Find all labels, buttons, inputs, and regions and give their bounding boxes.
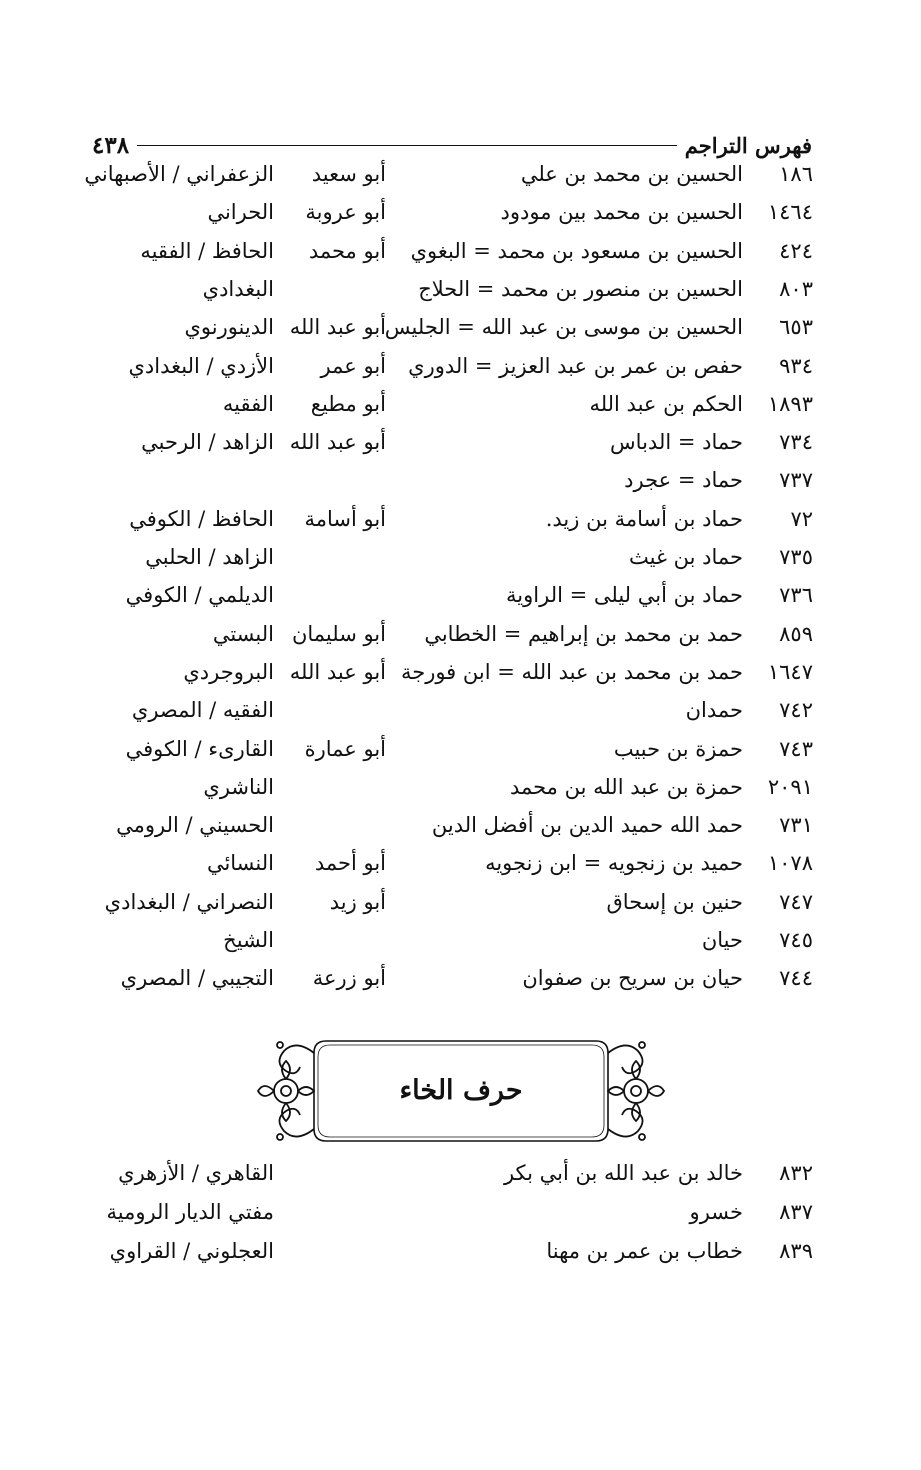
index-entry	[0, 500, 921, 538]
index-entry	[0, 883, 921, 921]
entry-kunya: أبو عبد الله	[289, 315, 386, 340]
running-title: فهرس التراجم	[684, 132, 812, 158]
entry-number: ١٦٤٧	[767, 659, 813, 684]
entry-number: ٧٣٦	[779, 583, 813, 608]
entry-kunya: أبو عروبة	[305, 200, 386, 225]
index-entry	[0, 461, 921, 499]
entry-name: الحسين بن منصور بن محمد = الحلاج	[418, 276, 743, 301]
entry-number: ٦٥٣	[779, 315, 813, 340]
entry-nisba: الزعفراني / الأصبهاني	[84, 162, 274, 186]
entry-number: ٧٣٥	[779, 545, 813, 569]
entry-kunya: أبو أسامة	[304, 506, 386, 531]
entry-nisba: الفقيه / المصري	[131, 698, 274, 723]
section-heading-banner	[256, 1035, 666, 1147]
entry-name: خسرو	[689, 1200, 743, 1224]
entry-number: ٧٣٤	[779, 430, 813, 455]
entry-name: حفص بن عمر بن عبد العزيز = الدوري	[408, 353, 743, 378]
entry-name: حنين بن إسحاق	[606, 889, 743, 914]
entry-number: ٨٣٧	[779, 1200, 813, 1224]
entry-kunya: أبو عمارة	[304, 736, 386, 761]
entry-kunya: أبو سعيد	[311, 162, 386, 186]
index-entry	[0, 232, 921, 270]
entry-nisba: الحراني	[207, 200, 274, 225]
entry-name: الحسين بن موسى بن عبد الله = الجليس	[384, 315, 743, 340]
entry-kunya: أبو عبد الله	[289, 430, 386, 455]
entry-name: حميد بن زنجويه = ابن زنجويه	[485, 851, 743, 876]
entry-name: حمزة بن حبيب	[613, 736, 743, 761]
entry-nisba: الدينورنوي	[184, 315, 274, 340]
entry-kunya: أبو سليمان	[291, 621, 386, 646]
index-entry	[0, 691, 921, 729]
index-entry	[0, 806, 921, 844]
index-entry	[0, 385, 921, 423]
entry-name: حماد بن أسامة بن زيد.	[545, 506, 743, 531]
index-entry	[0, 576, 921, 614]
entry-nisba: العجلوني / القراوي	[109, 1239, 274, 1263]
entry-number: ٧٣١	[779, 813, 813, 838]
entry-number: ٧٤٥	[779, 928, 813, 952]
entry-nisba: الأزدي / البغدادي	[128, 353, 274, 378]
entry-kunya: أبو مطيع	[310, 391, 386, 416]
entry-number: ٧٤٣	[779, 736, 813, 761]
entry-number: ٨٥٩	[779, 621, 813, 646]
index-entry	[0, 1193, 921, 1231]
index-entry	[0, 347, 921, 385]
right-ornament	[608, 1042, 664, 1140]
entry-name: حمد بن محمد بن عبد الله = ابن فورجة	[400, 659, 743, 684]
entry-kunya: أبو زيد	[329, 889, 386, 914]
page-number: ٤٣٨	[92, 131, 130, 159]
index-entry	[0, 423, 921, 461]
entry-name: حمد بن محمد بن إبراهيم = الخطابي	[424, 621, 743, 646]
entry-nisba: البروجردي	[183, 659, 274, 684]
index-entry	[0, 193, 921, 231]
index-entry	[0, 1232, 921, 1270]
index-entry	[0, 730, 921, 768]
entry-number: ١٨٦	[779, 162, 813, 186]
entry-name: حمدان	[685, 698, 743, 723]
entry-name: الحسين بن مسعود بن محمد = البغوي	[410, 238, 743, 263]
entry-number: ٧٤٤	[779, 966, 813, 991]
entry-number: ٧٣٧	[779, 468, 813, 493]
entry-name: الحسين بن محمد بين مودود	[500, 200, 743, 225]
entry-name: حماد = عجرد	[624, 468, 743, 493]
entry-number: ١٨٩٣	[767, 391, 813, 416]
index-entry	[0, 959, 921, 997]
entry-number: ٨٠٣	[779, 276, 813, 301]
entry-nisba: الناشري	[203, 774, 274, 799]
entry-kunya: أبو عمر	[320, 353, 386, 378]
entry-number: ٩٣٤	[779, 353, 813, 378]
header-rule	[137, 145, 677, 146]
entry-kunya: أبو زرعة	[312, 966, 386, 991]
entry-nisba: الزاهد / الرحبي	[141, 430, 274, 455]
index-entry	[0, 155, 921, 193]
entry-kunya: أبو عبد الله	[289, 659, 386, 684]
entry-name: حماد بن غيث	[629, 545, 743, 569]
entry-nisba: الديلمي / الكوفي	[125, 583, 274, 608]
entry-kunya: أبو أحمد	[314, 851, 386, 876]
entry-name: حيان	[701, 928, 743, 952]
index-entry	[0, 538, 921, 576]
index-entry	[0, 615, 921, 653]
entry-nisba: الشيخ	[223, 928, 274, 952]
left-ornament	[258, 1042, 314, 1140]
index-entry	[0, 1154, 921, 1192]
index-entry	[0, 270, 921, 308]
entry-number: ٧٢	[790, 506, 813, 531]
entry-number: ١٠٧٨	[767, 851, 813, 876]
section-heading: حرف الخاء	[399, 1075, 523, 1106]
entry-nisba: البستي	[212, 621, 274, 646]
entry-name: خطاب بن عمر بن مهنا	[546, 1239, 743, 1263]
entry-nisba: مفتي الديار الرومية	[106, 1200, 274, 1224]
entry-nisba: القارىء / الكوفي	[125, 736, 274, 761]
entry-name: حمزة بن عبد الله بن محمد	[509, 774, 743, 799]
entry-name: الحسين بن محمد بن علي	[520, 162, 743, 186]
entry-nisba: النصراني / البغدادي	[104, 889, 274, 914]
entry-nisba: الحافظ / الفقيه	[140, 238, 274, 263]
entry-number: ٤٢٤	[779, 238, 813, 263]
index-entry	[0, 653, 921, 691]
entry-nisba: الفقيه	[222, 391, 274, 416]
entry-nisba: النسائي	[206, 851, 274, 876]
entry-name: حماد بن أبي ليلى = الراوية	[506, 583, 743, 608]
index-entry	[0, 844, 921, 882]
entry-nisba: التجيبي / المصري	[120, 966, 274, 991]
entry-number: ٧٤٧	[779, 889, 813, 914]
index-entry	[0, 921, 921, 959]
entry-name: حيان بن سريح بن صفوان	[522, 966, 743, 991]
entry-name: حماد = الدباس	[610, 430, 743, 455]
entry-kunya: أبو محمد	[308, 238, 386, 263]
entry-nisba: الحسيني / الرومي	[116, 813, 274, 838]
entry-number: ٨٣٢	[779, 1161, 813, 1185]
entry-name: حمد الله حميد الدين بن أفضل الدين	[431, 813, 743, 838]
entry-nisba: الزاهد / الحلبي	[145, 545, 274, 569]
entry-name: خالد بن عبد الله بن أبي بكر	[503, 1161, 743, 1185]
entry-nisba: البغدادي	[202, 276, 274, 301]
entry-number: ٢٠٩١	[767, 774, 813, 799]
entry-number: ١٤٦٤	[767, 200, 813, 225]
entry-name: الحكم بن عبد الله	[589, 391, 743, 416]
entry-number: ٨٣٩	[779, 1239, 813, 1263]
index-entry	[0, 768, 921, 806]
entry-nisba: القاهري / الأزهري	[118, 1161, 274, 1185]
index-entry	[0, 308, 921, 346]
entry-number: ٧٤٢	[779, 698, 813, 723]
entry-nisba: الحافظ / الكوفي	[129, 506, 274, 531]
